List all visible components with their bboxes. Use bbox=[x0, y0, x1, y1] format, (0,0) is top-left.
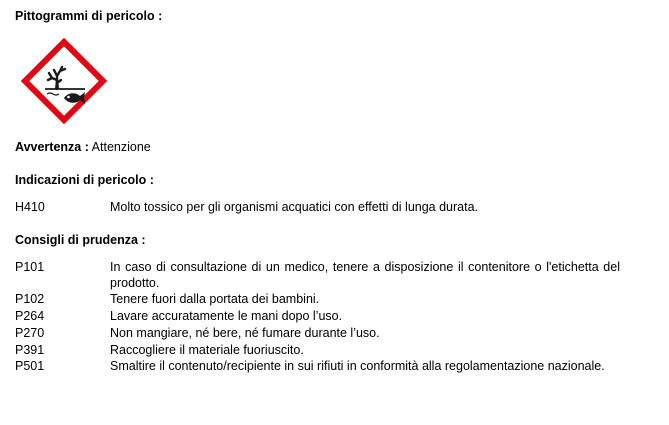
precautionary-code: P391 bbox=[15, 343, 45, 357]
precautionary-statement-row bbox=[15, 358, 620, 374]
precautionary-text: Lavare accuratamente le mani dopo l’uso. bbox=[110, 309, 343, 323]
precautionary-text: Tenere fuori dalla portata dei bambini. bbox=[110, 292, 320, 306]
hazard-statement-row bbox=[15, 199, 620, 215]
precautionary-statement-row bbox=[15, 291, 620, 307]
signal-word bbox=[15, 139, 151, 155]
precautionary-text: Raccogliere il materiale fuoriuscito. bbox=[110, 343, 304, 357]
precautionary-text: Smaltire il contenuto/recipiente in sui rifiuti in conformità alla regolamentazione nazionale. bbox=[110, 359, 605, 373]
precautionary-code: P102 bbox=[15, 292, 45, 306]
precautionary-code: P270 bbox=[15, 326, 45, 340]
pictograms-heading: Pittogrammi di pericolo : bbox=[15, 9, 163, 23]
precautionary-text: In caso di consultazione di un medico, tenere a disposizione il contenitore o l'etichetta del prodotto. bbox=[110, 260, 620, 290]
precautionary-statement-row bbox=[15, 308, 620, 324]
precautionary-text: Non mangiare, né bere, né fumare durante l’uso. bbox=[110, 326, 380, 340]
precautionary-statement-row bbox=[15, 259, 620, 291]
precautionary-statement-row bbox=[15, 325, 620, 341]
precautionary-code: P101 bbox=[15, 260, 45, 274]
hazard-statements-heading: Indicazioni di pericolo : bbox=[15, 173, 154, 187]
precautionary-statement-row bbox=[15, 342, 620, 358]
hazard-text: Molto tossico per gli organismi acquatici con effetti di lunga durata. bbox=[110, 200, 479, 214]
precautionary-code: P501 bbox=[15, 359, 45, 373]
signal-word-label: Avvertenza : bbox=[15, 140, 89, 154]
precautionary-statements-heading: Consigli di prudenza : bbox=[15, 233, 146, 247]
precautionary-code: P264 bbox=[15, 309, 45, 323]
signal-word-value: Attenzione bbox=[91, 140, 151, 154]
environment-hazard-pictogram bbox=[21, 38, 107, 124]
hazard-code: H410 bbox=[15, 200, 45, 214]
environment-hazard-icon bbox=[21, 38, 107, 124]
